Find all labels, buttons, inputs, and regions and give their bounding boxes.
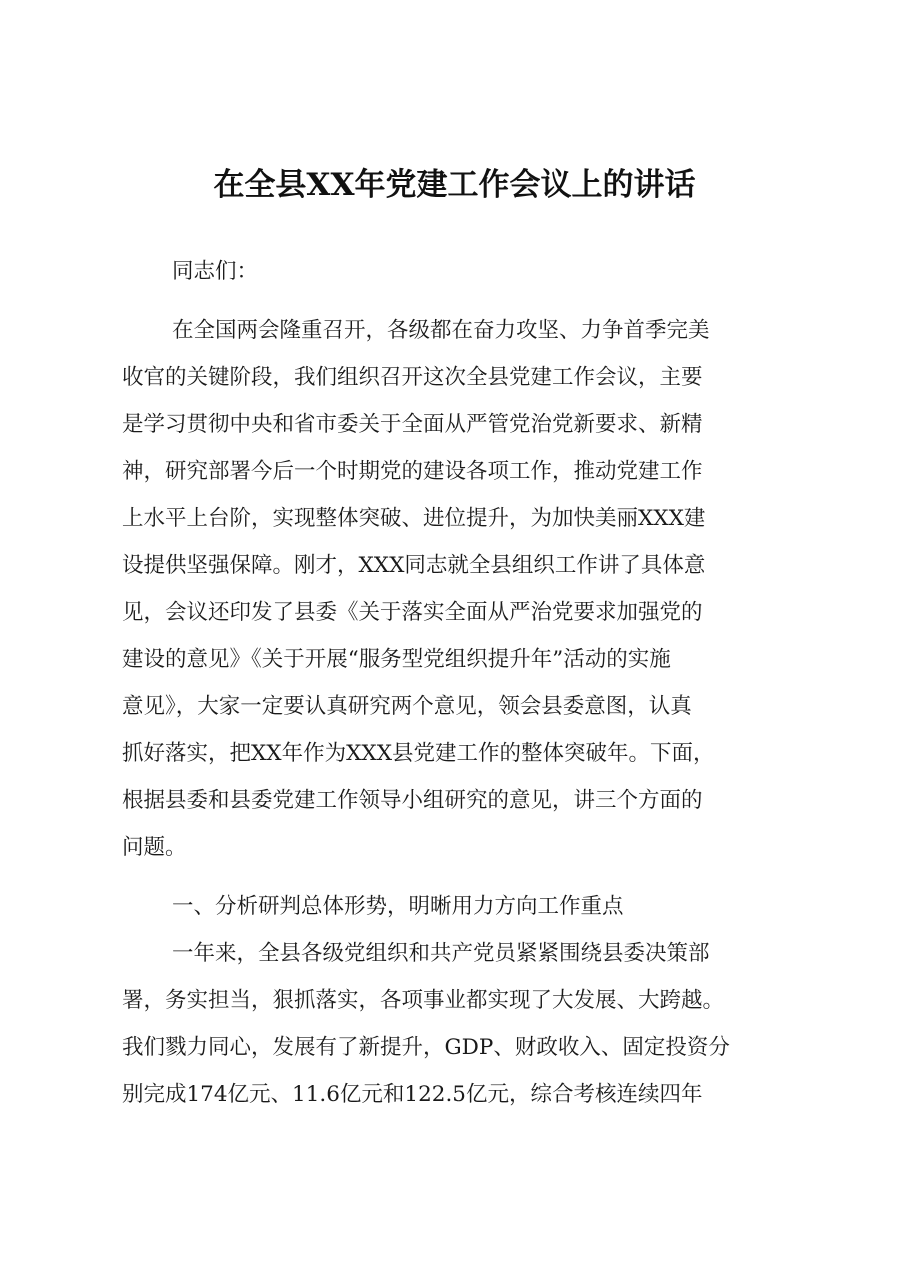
salutation: 同志们：	[172, 259, 259, 284]
paragraph-line: 署，务实担当，狠抓落实，各项事业都实现了大发展、大跨越。	[122, 988, 725, 1013]
paragraph-line: 见，会议还印发了县委《关于落实全面从严治党要求加强党的	[122, 600, 703, 625]
paragraph-line: 抓好落实，把XX年作为XXX县党建工作的整体突破年。下面，	[122, 741, 715, 766]
paragraph-line: 别完成174亿元、11.6亿元和122.5亿元，综合考核连续四年	[122, 1082, 703, 1107]
document-body	[122, 248, 802, 1118]
paragraph-line: 是学习贯彻中央和省市委关于全面从严管党治党新要求、新精	[122, 412, 703, 437]
document-title: 在全县XX年党建工作会议上的讲话	[213, 167, 696, 203]
paragraph-line: 设提供坚强保障。刚才，XXX同志就全县组织工作讲了具体意	[122, 553, 706, 578]
paragraph-line: 问题。	[122, 835, 187, 860]
paragraph-line: 在全国两会隆重召开，各级都在奋力攻坚、力争首季完美	[172, 318, 710, 343]
paragraph-line: 上水平上台阶，实现整体突破、进位提升，为加快美丽XXX建	[122, 506, 706, 531]
paragraph-line: 我们戮力同心，发展有了新提升，GDP、财政收入、固定投资分	[122, 1035, 730, 1060]
paragraph-line: 意见》，大家一定要认真研究两个意见，领会县委意图，认真	[122, 694, 692, 719]
section-heading: 一、分析研判总体形势，明晰用力方向工作重点	[172, 894, 624, 919]
paragraph-line: 神，研究部署今后一个时期党的建设各项工作，推动党建工作	[122, 459, 703, 484]
paragraph-line: 收官的关键阶段，我们组织召开这次全县党建工作会议，主要	[122, 365, 703, 390]
paragraph-line: 一年来，全县各级党组织和共产党员紧紧围绕县委决策部	[172, 941, 710, 966]
paragraph-line: 建设的意见》《关于开展“服务型党组织提升年”活动的实施	[122, 647, 671, 672]
paragraph-line: 根据县委和县委党建工作领导小组研究的意见，讲三个方面的	[122, 788, 703, 813]
